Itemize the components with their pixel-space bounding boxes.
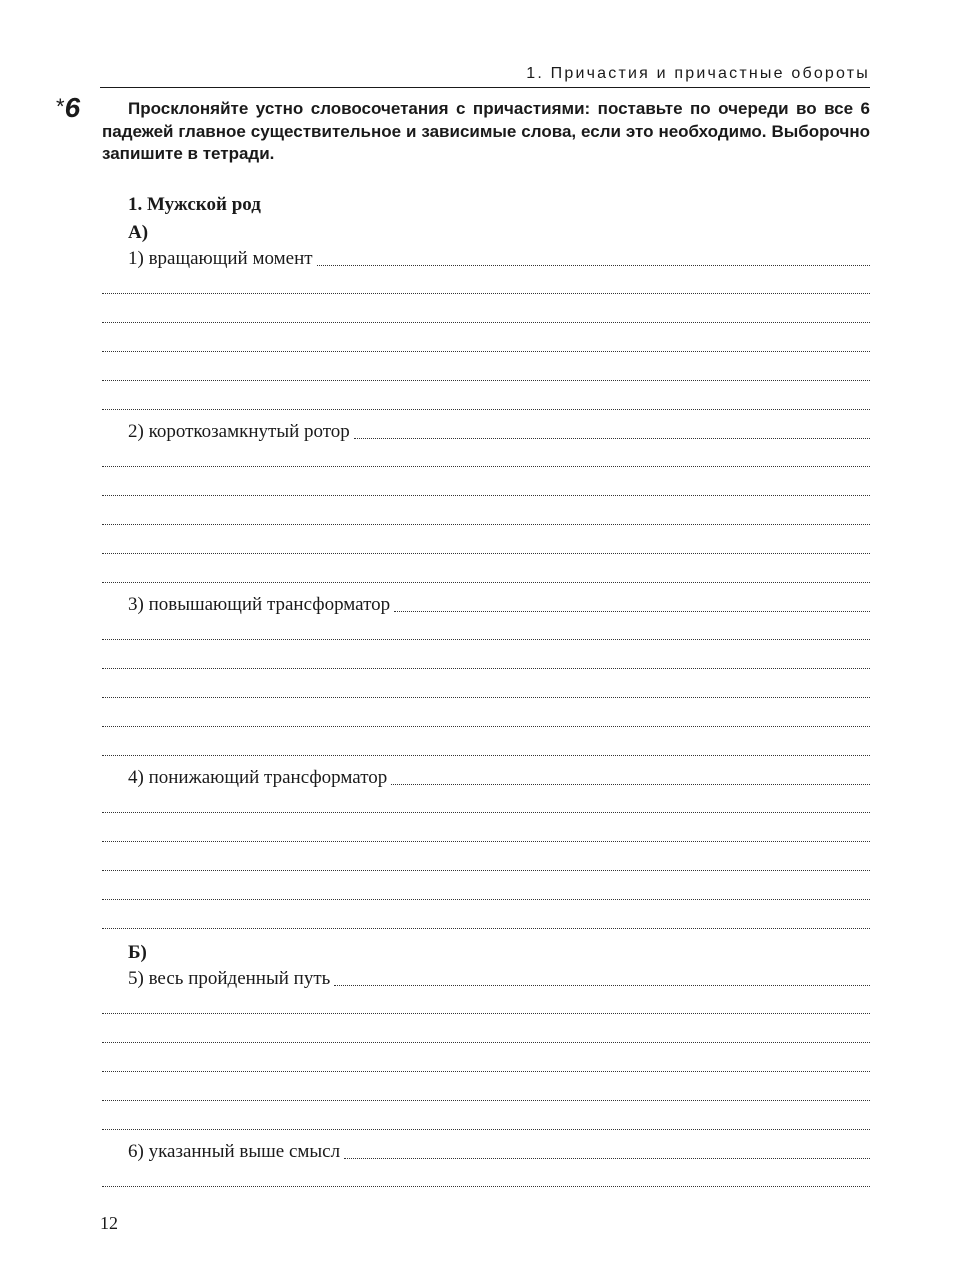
answer-line <box>317 265 870 266</box>
answer-line <box>102 1071 870 1072</box>
answer-line <box>102 755 870 756</box>
answer-line <box>334 985 870 986</box>
answer-line <box>102 812 870 813</box>
section-title: 1. Мужской род <box>128 194 261 215</box>
answer-line <box>102 380 870 381</box>
answer-line <box>102 928 870 929</box>
answer-line <box>102 524 870 525</box>
answer-line <box>102 582 870 583</box>
page-number: 12 <box>100 1213 118 1233</box>
answer-line <box>102 726 870 727</box>
answer-line <box>354 438 870 439</box>
exercise-item <box>128 765 870 789</box>
answer-line <box>102 639 870 640</box>
task-instruction-text: Просклоняйте устно словосочетания с причастиями: поставьте по очереди во все 6 падежей главное существительное и зависимые слова, если это необходимо. Выборочно запишите в тетради. <box>102 99 870 163</box>
answer-line <box>102 870 870 871</box>
group-b-label: Б) <box>128 942 147 963</box>
answer-line <box>394 611 870 612</box>
answer-line <box>344 1158 870 1159</box>
answer-line <box>102 409 870 410</box>
exercise-item-text: 1) вращающий момент <box>128 248 313 269</box>
exercise-item <box>128 1139 870 1163</box>
exercise-item <box>128 419 870 443</box>
answer-line <box>102 1100 870 1101</box>
answer-line <box>391 784 870 785</box>
answer-line <box>102 899 870 900</box>
answer-line <box>102 293 870 294</box>
exercise-item-text: 3) повышающий трансформатор <box>128 594 391 615</box>
group-a-label: А) <box>128 222 149 243</box>
answer-line <box>102 1129 870 1130</box>
exercise-item-text: 4) понижающий трансформатор <box>128 767 388 788</box>
answer-line <box>102 322 870 323</box>
answer-line <box>102 351 870 352</box>
exercise-item <box>128 246 870 270</box>
exercise-item-text: 6) указанный выше смысл <box>128 1141 341 1162</box>
running-head: 1. Причастия и причастные обороты <box>100 62 870 88</box>
exercise-item <box>128 592 870 616</box>
task-number <box>56 92 80 122</box>
task-instruction <box>102 98 870 166</box>
asterisk-icon: * <box>56 94 65 119</box>
exercise-item-text: 5) весь пройденный путь <box>128 968 331 989</box>
answer-line <box>102 553 870 554</box>
exercise-item-text: 2) короткозамкнутый ротор <box>128 421 350 442</box>
task-number-value: 6 <box>64 92 81 123</box>
answer-line <box>102 495 870 496</box>
answer-line <box>102 1013 870 1014</box>
answer-line <box>102 668 870 669</box>
answer-line <box>102 466 870 467</box>
answer-line <box>102 841 870 842</box>
answer-line <box>102 697 870 698</box>
exercise-item <box>128 966 870 990</box>
answer-line <box>102 1042 870 1043</box>
answer-line <box>102 1186 870 1187</box>
